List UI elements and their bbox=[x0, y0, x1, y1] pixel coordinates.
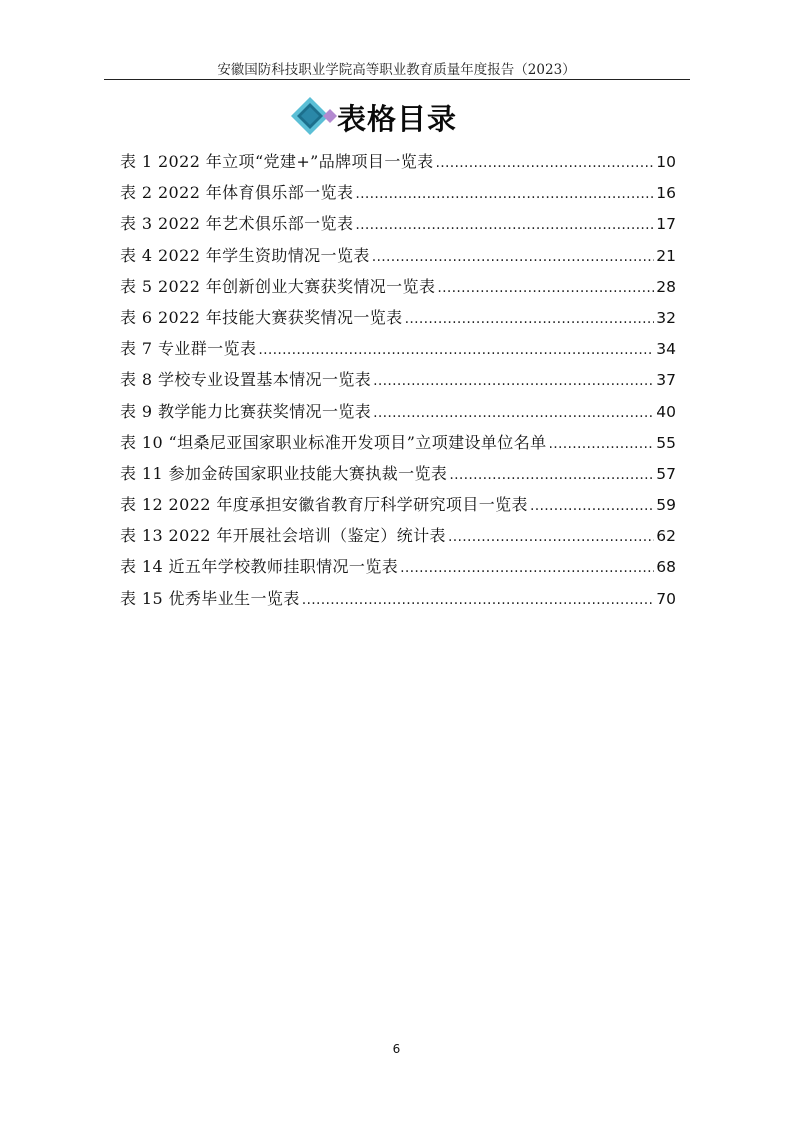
toc-entry-page: 17 bbox=[656, 215, 676, 234]
toc-dot-leader bbox=[372, 242, 655, 273]
toc-entry[interactable] bbox=[120, 240, 676, 271]
toc-dot-leader bbox=[400, 553, 654, 584]
toc-entry-label: 表 8 学校专业设置基本情况一览表 bbox=[120, 370, 372, 390]
toc-entry-page: 70 bbox=[656, 589, 676, 608]
toc-dot-leader bbox=[436, 148, 655, 179]
toc-entry[interactable] bbox=[120, 583, 676, 614]
toc-entry[interactable] bbox=[120, 427, 676, 458]
toc-entry-page: 55 bbox=[656, 433, 676, 452]
toc-entry[interactable] bbox=[120, 364, 676, 395]
toc-entry-page: 62 bbox=[656, 527, 676, 546]
toc-entry-label: 表 3 2022 年艺术俱乐部一览表 bbox=[120, 214, 354, 234]
toc-entry[interactable] bbox=[120, 177, 676, 208]
toc-entry-label: 表 9 教学能力比赛获奖情况一览表 bbox=[120, 401, 372, 421]
toc-entry-label: 表 12 2022 年度承担安徽省教育厅科学研究项目一览表 bbox=[120, 495, 528, 515]
toc-entry-label: 表 1 2022 年立项“党建+”品牌项目一览表 bbox=[120, 152, 434, 171]
toc-entry-label: 表 6 2022 年技能大赛获奖情况一览表 bbox=[120, 307, 403, 327]
page-number: 6 bbox=[392, 1042, 401, 1056]
toc-entry-label: 表 14 近五年学校教师挂职情况一览表 bbox=[120, 557, 399, 577]
toc-dot-leader bbox=[437, 273, 654, 304]
toc-entry-label: 表 5 2022 年创新创业大赛获奖情况一览表 bbox=[120, 276, 436, 296]
table-of-tables bbox=[120, 146, 676, 614]
toc-entry-page: 32 bbox=[656, 308, 676, 327]
toc-entry[interactable] bbox=[120, 396, 676, 427]
toc-entry[interactable] bbox=[120, 302, 676, 333]
toc-dot-leader bbox=[302, 585, 655, 616]
toc-entry-label: 表 15 优秀毕业生一览表 bbox=[120, 588, 300, 608]
toc-entry-label: 表 13 2022 年开展社会培训（鉴定）统计表 bbox=[120, 526, 446, 546]
toc-entry-page: 57 bbox=[656, 464, 676, 483]
toc-entry[interactable] bbox=[120, 458, 676, 489]
toc-dot-leader bbox=[448, 522, 654, 553]
toc-entry-page: 37 bbox=[656, 371, 676, 390]
toc-dot-leader bbox=[373, 366, 654, 397]
toc-entry-page: 59 bbox=[656, 496, 676, 515]
toc-dot-leader bbox=[355, 210, 654, 241]
toc-dot-leader bbox=[530, 491, 654, 522]
toc-entry[interactable] bbox=[120, 146, 676, 177]
header-divider bbox=[104, 79, 690, 80]
toc-dot-leader bbox=[405, 304, 655, 335]
toc-entry-page: 16 bbox=[656, 184, 676, 203]
toc-dot-leader bbox=[373, 398, 654, 429]
toc-entry-page: 68 bbox=[656, 558, 676, 577]
toc-entry[interactable] bbox=[120, 208, 676, 239]
toc-entry[interactable] bbox=[120, 551, 676, 582]
toc-entry-page: 28 bbox=[656, 277, 676, 296]
toc-entry[interactable] bbox=[120, 489, 676, 520]
toc-dot-leader bbox=[258, 335, 654, 366]
toc-entry[interactable] bbox=[120, 333, 676, 364]
toc-dot-leader bbox=[549, 429, 655, 460]
toc-entry-page: 10 bbox=[656, 153, 676, 171]
toc-entry-label: 表 2 2022 年体育俱乐部一览表 bbox=[120, 183, 354, 203]
toc-entry[interactable] bbox=[120, 520, 676, 551]
toc-entry-label: 表 7 专业群一览表 bbox=[120, 339, 257, 359]
toc-entry-label: 表 10 “坦桑尼亚国家职业标准开发项目”立项建设单位名单 bbox=[120, 432, 547, 452]
toc-entry[interactable] bbox=[120, 271, 676, 302]
section-title bbox=[290, 96, 530, 136]
toc-entry-page: 40 bbox=[656, 402, 676, 421]
toc-dot-leader bbox=[449, 460, 654, 491]
running-header: 安徽国防科技职业学院高等职业教育质量年度报告（2023） bbox=[217, 62, 576, 78]
page-title: 表格目录 bbox=[337, 102, 458, 136]
toc-entry-page: 21 bbox=[656, 246, 676, 265]
toc-entry-page: 34 bbox=[656, 340, 676, 359]
toc-entry-label: 表 4 2022 年学生资助情况一览表 bbox=[120, 245, 370, 265]
diamond-decoration-icon bbox=[290, 96, 344, 136]
toc-dot-leader bbox=[355, 179, 654, 210]
toc-entry-label: 表 11 参加金砖国家职业技能大赛执裁一览表 bbox=[120, 463, 448, 483]
